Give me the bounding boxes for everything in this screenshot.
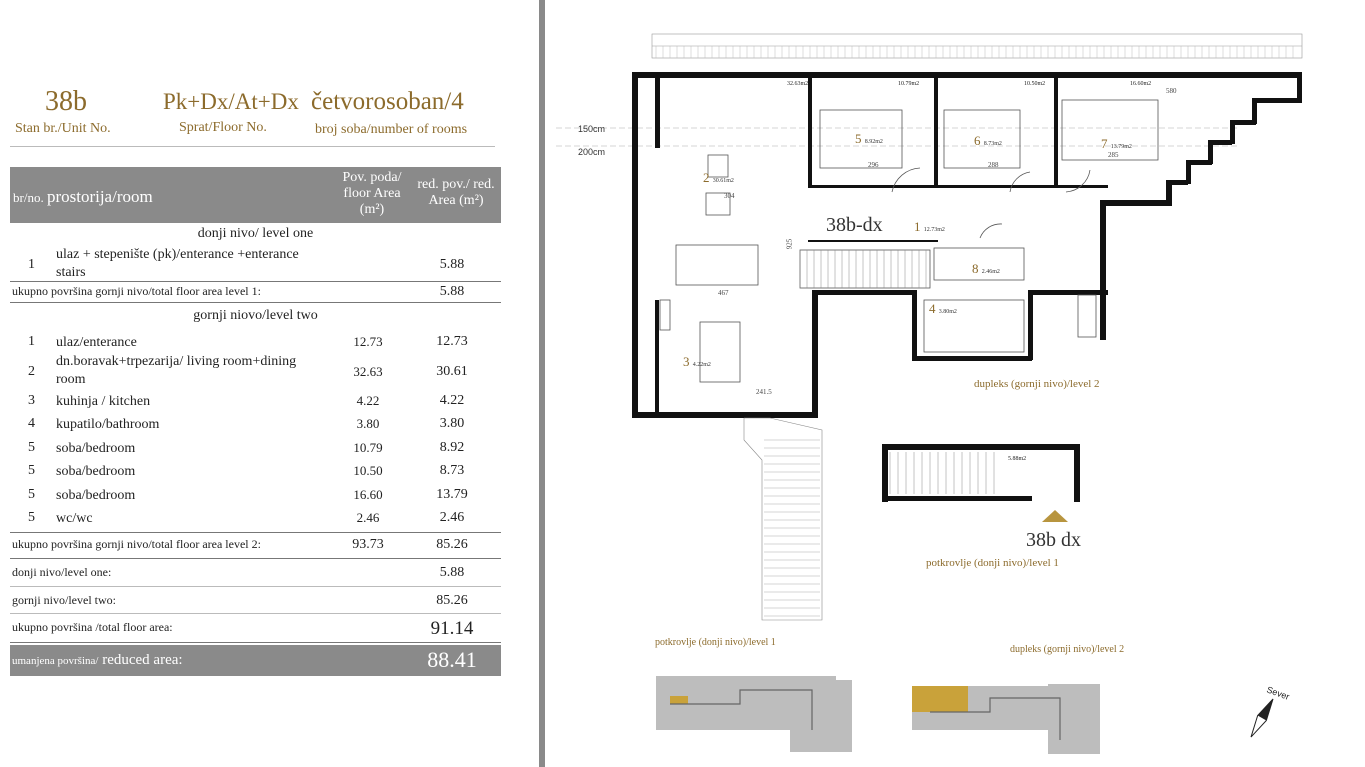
gross-area-label: 32.63m2 — [787, 81, 809, 87]
col-header-reduced: red. pov./ red. Area (m²) — [417, 177, 495, 208]
floor-plan — [546, 0, 1365, 767]
dim-200: 200cm — [578, 147, 606, 157]
external-stairs — [744, 418, 822, 620]
reduced-area-row: umanjena površina/ reduced area: 88.41 — [10, 645, 501, 676]
table-row: 2 dn.boravak+trpezarija/ living room+dining room 32.63 30.61 — [28, 354, 468, 387]
row-divider — [10, 642, 501, 643]
room-5-label: 5 8.92m2 — [855, 131, 883, 146]
compass-icon — [1247, 696, 1278, 739]
row-divider — [10, 613, 501, 614]
key-plan-level1 — [656, 676, 852, 752]
unit-number: 38b — [45, 86, 87, 117]
dim-label: 288 — [988, 161, 999, 169]
key-level1-caption: potkrovlje (donji nivo)/level 1 — [655, 637, 776, 648]
room-1-label: 1 12.73m2 — [914, 219, 945, 234]
row-divider — [10, 302, 501, 303]
lower-unit — [882, 444, 1080, 502]
unit-upper-label: 38b-dx — [826, 214, 883, 236]
dim-label: 296 — [868, 161, 879, 169]
gross-area-label: 16.60m2 — [1130, 81, 1152, 87]
dim-label: 580 — [1166, 87, 1177, 95]
dim-label: 467 — [718, 289, 729, 297]
level1-caption: potkrovlje (donji nivo)/level 1 — [926, 557, 1059, 569]
dim-label: 241.5 — [756, 388, 772, 396]
entry-arrow — [1042, 510, 1068, 522]
room-6-label: 6 8.73m2 — [974, 133, 1002, 148]
compass-label: Sever — [1265, 684, 1291, 702]
level1-title: donji nivo/ level one — [197, 226, 314, 241]
gross-area-label: 10.79m2 — [898, 81, 920, 87]
unit-label: Stan br./Unit No. — [15, 121, 111, 136]
table-row: 1 ulaz + stepenište (pk)/enterance +enterance stairs 5.88 — [28, 247, 465, 280]
gross-area-label: 10.50m2 — [1024, 81, 1046, 87]
dim-label: 304 — [724, 192, 735, 200]
dim-150: 150cm — [578, 124, 606, 134]
dim-label: 925 — [785, 238, 794, 250]
rooms-count: četvorosoban/4 — [311, 88, 464, 115]
key-plan-level2 — [912, 684, 1100, 754]
row-divider — [10, 558, 501, 559]
header-divider — [10, 146, 495, 147]
floor-label: Sprat/Floor No. — [179, 120, 267, 135]
dim-label: 285 — [1108, 151, 1119, 159]
col-header-room: br/no. prostorija/room — [13, 187, 153, 206]
room-8-label: 8 2.46m2 — [972, 261, 1000, 276]
level2-title: gornji niovo/level two — [193, 308, 318, 323]
room-7-label: 7 13.79m2 — [1101, 136, 1132, 151]
room-3-label: 3 4.22m2 — [683, 354, 711, 369]
room-4-label: 4 3.80m2 — [929, 301, 957, 316]
rooms-label: broj soba/number of rooms — [315, 122, 468, 137]
row-divider — [10, 281, 501, 282]
row-divider — [10, 586, 501, 587]
page-divider — [539, 0, 545, 767]
unit-lower-label: 38b dx — [1026, 529, 1081, 551]
level2-caption: dupleks (gornji nivo)/level 2 — [974, 378, 1100, 390]
gross-area-label: 5.88m2 — [1008, 456, 1027, 462]
row-divider — [10, 532, 501, 533]
stairs-upper — [800, 250, 926, 288]
floor-number: Pk+Dx/At+Dx — [163, 89, 299, 114]
room-2-label: 2 30.61m2 — [703, 170, 734, 185]
roof-hatch — [652, 34, 1302, 58]
key-level2-caption: dupleks (gornji nivo)/level 2 — [1010, 644, 1125, 655]
col-header-area: Pov. poda/ floor Area (m²) — [342, 170, 402, 217]
table-header — [10, 167, 501, 223]
